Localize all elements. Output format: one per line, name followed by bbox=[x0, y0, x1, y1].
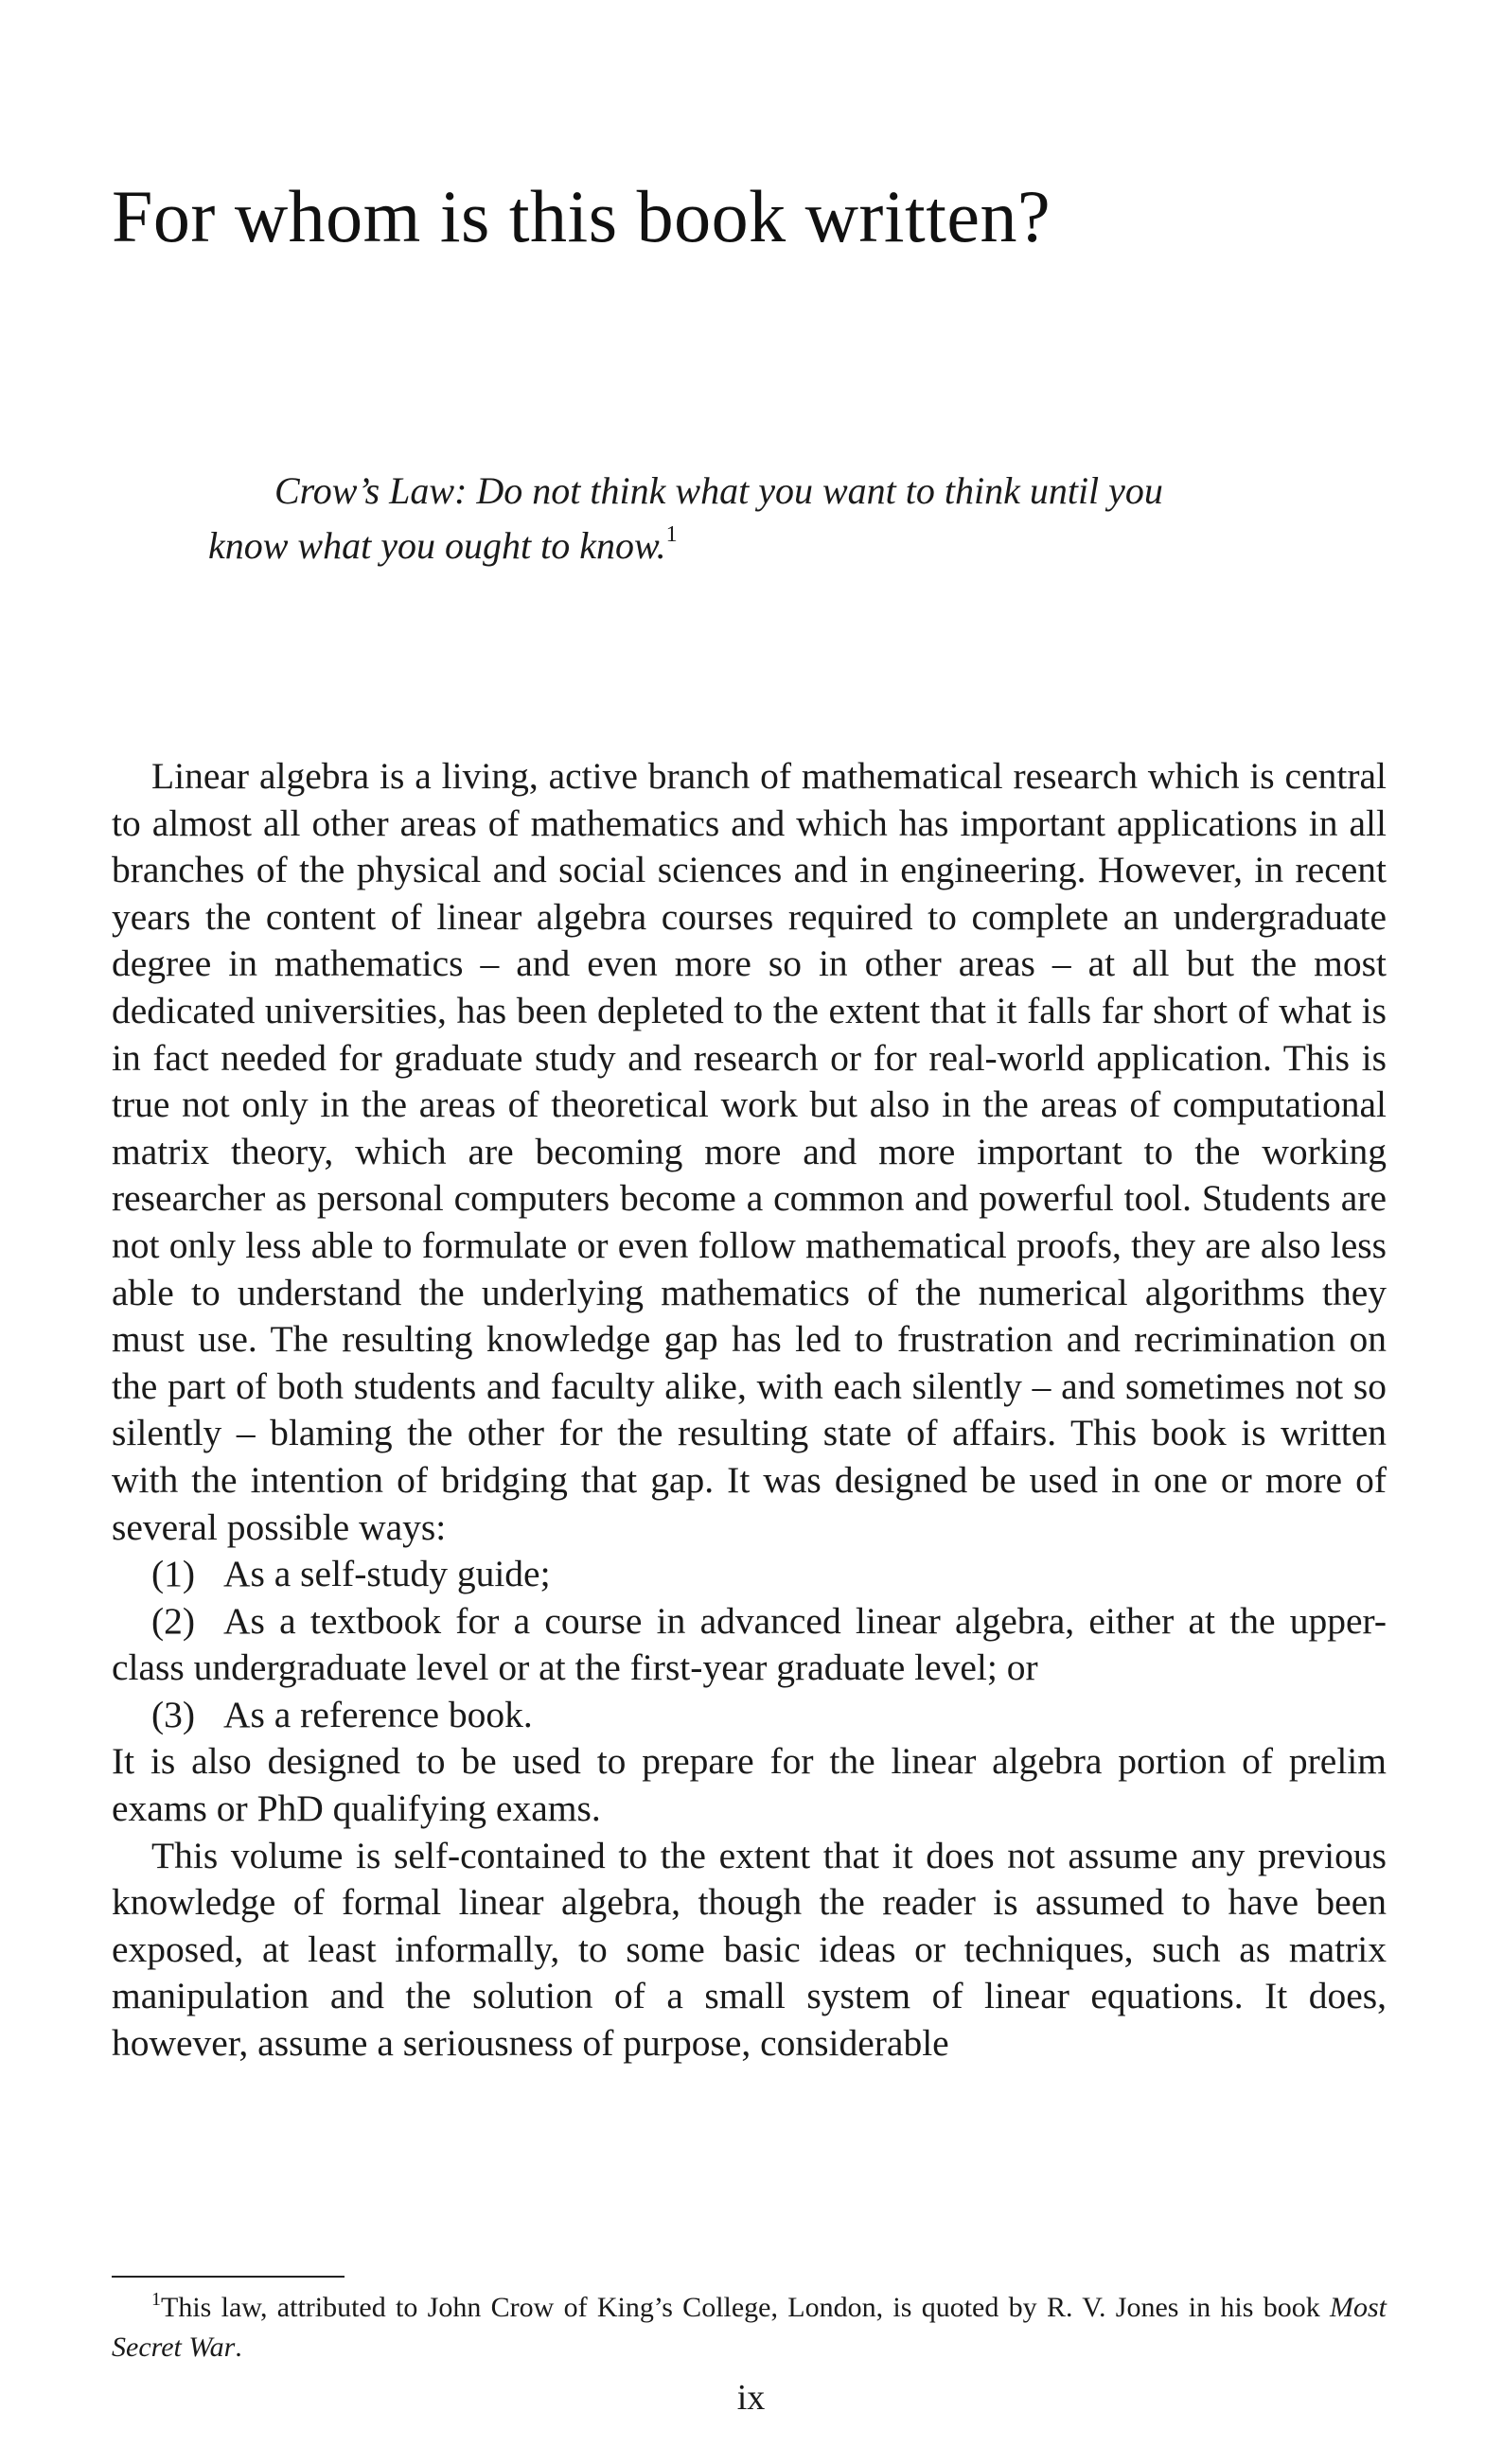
list-item-text: As a self-study guide; bbox=[223, 1553, 551, 1595]
paragraph-intro: Linear algebra is a living, active branch of mathematical research which is central to almost all other areas of mathematics and which has important applications in all branches of the physical and social sciences and in engineering. However, in recent years the content of linear algebra courses required to complete an undergraduate degree in mathematics – and even more so in other areas – at all but the most dedicated universities, has been depleted to the extent that it falls far short of what is in fact needed for graduate study and research or for real-world application. This is true not only in the areas of theoretical work but also in the areas of computational matrix theory, which are becoming more and more important to the working researcher as personal computers become a common and powerful tool. Students are not only less able to formulate or even follow mathematical proofs, they are also less able to understand the underlying mathematics of the numerical algorithms they must use. The resulting knowledge gap has led to frustration and recrimination on the part of both students and faculty alike, with each silently – and sometimes not so silently – blaming the other for the resulting state of affairs. This book is written with the intention of bridging that gap. It was designed be used in one or more of several possible ways: bbox=[112, 755, 1387, 1548]
footnote-number: 1 bbox=[151, 2289, 161, 2310]
list-item-number: (1) bbox=[151, 1553, 196, 1595]
list-item-text: As a reference book. bbox=[223, 1693, 533, 1735]
paragraph-prerequisites: This volume is self-contained to the extent that it does not assume any previous knowledge of formal linear algebra, though the reader is assumed to have been exposed, at least informally, to some basic ideas or techniques, such as matrix manipulation and the solution of a small system of linear equations. It does, however, assume a seriousness of purpose, considerable bbox=[112, 1834, 1387, 2065]
epigraph bbox=[208, 464, 1306, 573]
list-item-text: As a textbook for a course in advanced linear algebra, either at the upper-class undergraduate level or at the first-year graduate level; or bbox=[112, 1599, 1387, 1689]
list-item-number: (2) bbox=[151, 1599, 196, 1642]
list-item bbox=[112, 1551, 1387, 1598]
epigraph-line-2: know what you ought to know. bbox=[208, 524, 666, 567]
footnote-text: This law, attributed to John Crow of King’s College, London, is quoted by R. V. Jones in his book bbox=[161, 2292, 1330, 2323]
footnote bbox=[112, 2288, 1387, 2367]
footnote-divider bbox=[112, 2276, 345, 2278]
footnote-end: . bbox=[235, 2332, 242, 2363]
list-item-number: (3) bbox=[151, 1693, 196, 1735]
footnote-reference: 1 bbox=[665, 522, 678, 547]
chapter-title: For whom is this book written? bbox=[112, 175, 1051, 257]
epigraph-line-1: Crow’s Law: Do not think what you want to think until you bbox=[274, 469, 1163, 512]
paragraph-exams: It is also designed to be used to prepare for the linear algebra portion of prelim exams or PhD qualifying exams. bbox=[112, 1740, 1387, 1830]
body-text bbox=[112, 753, 1387, 2068]
footnote-book-title: Most Secret War bbox=[112, 2292, 1387, 2363]
list-item bbox=[112, 1598, 1387, 1692]
epigraph-line-2-wrapper bbox=[208, 519, 1306, 573]
list-item bbox=[112, 1692, 1387, 1739]
page-number: ix bbox=[736, 2378, 766, 2418]
